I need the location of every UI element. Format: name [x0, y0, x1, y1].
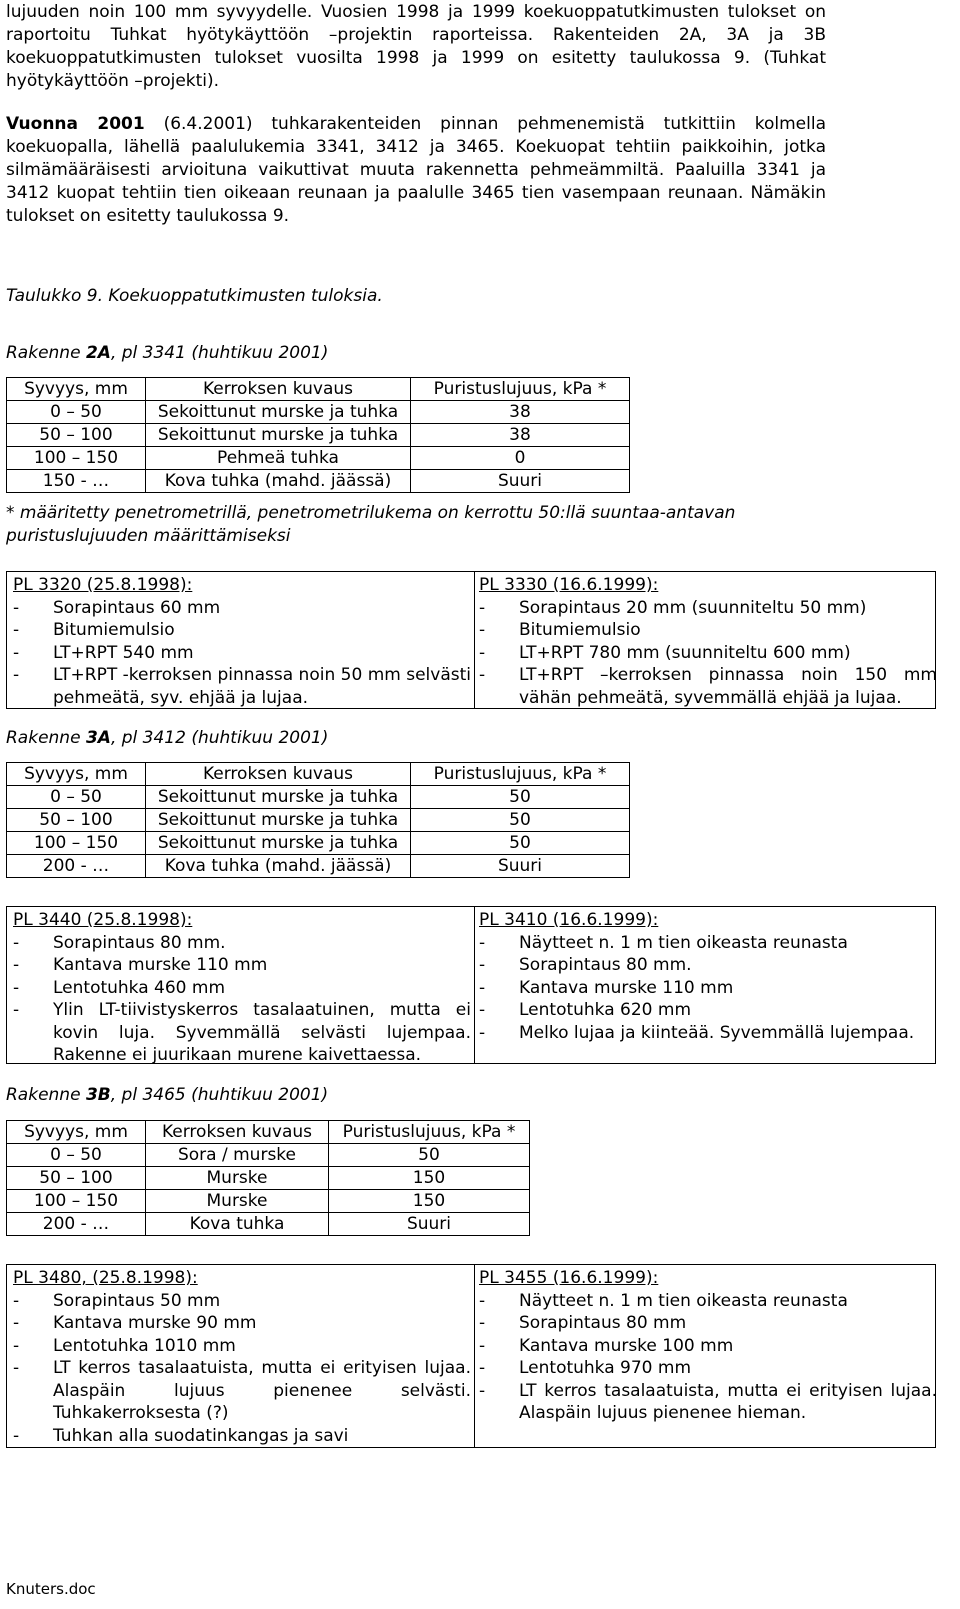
list-item: - Kantava murske 90 mm: [13, 1312, 471, 1335]
cell-layer: Sora / murske: [146, 1144, 329, 1167]
observations-left: [13, 574, 471, 709]
observation-list: [13, 597, 471, 710]
table-row: [7, 809, 630, 832]
cell-depth: 0 – 50: [7, 401, 146, 424]
observation-label: PL 3320 (25.8.1998):: [13, 575, 193, 595]
table-caption: Taulukko 9. Koekuoppatutkimusten tuloksia.: [6, 286, 383, 306]
section-heading-3b: [6, 1085, 328, 1105]
cell-layer: Sekoittunut murske ja tuhka: [146, 809, 411, 832]
heading-structure-id: 3B: [85, 1085, 111, 1105]
table-header-row: [7, 378, 630, 401]
header-strength: Puristuslujuus, kPa *: [411, 378, 630, 401]
list-item: - Sorapintaus 60 mm: [13, 597, 471, 620]
cell-depth: 50 – 100: [7, 424, 146, 447]
observations-left: [13, 1267, 471, 1447]
results-table-3b: [6, 1120, 530, 1236]
intro-paragraph: [6, 1, 826, 93]
list-item: - Bitumiemulsio: [13, 619, 471, 642]
section-heading-2a: [6, 343, 328, 363]
list-item: - Kantava murske 100 mm: [479, 1335, 937, 1358]
heading-rest: , pl 3341 (huhtikuu 2001): [110, 343, 329, 363]
heading-structure-id: 3A: [85, 728, 111, 748]
table-row: [7, 470, 630, 493]
heading-prefix: Rakenne: [6, 1085, 86, 1105]
list-item: - Melko lujaa ja kiinteää. Syvemmällä lujempaa.: [479, 1022, 937, 1045]
observations-box-3a: [6, 906, 936, 1064]
observation-list: [479, 597, 937, 710]
list-item: - Näytteet n. 1 m tien oikeasta reunasta: [479, 1290, 937, 1313]
document-filename: Knuters.doc: [6, 1580, 96, 1598]
observation-label: PL 3330 (16.6.1999):: [479, 575, 659, 595]
intro-bold-lead: Vuonna 2001: [6, 114, 145, 134]
heading-rest: , pl 3412 (huhtikuu 2001): [110, 728, 329, 748]
heading-prefix: Rakenne: [6, 343, 86, 363]
heading-prefix: Rakenne: [6, 728, 86, 748]
observation-list: [479, 932, 937, 1045]
observations-right: [479, 574, 937, 709]
cell-layer: Sekoittunut murske ja tuhka: [146, 832, 411, 855]
observation-label: PL 3410 (16.6.1999):: [479, 910, 659, 930]
cell-strength: 38: [411, 424, 630, 447]
list-item: - Bitumiemulsio: [479, 619, 937, 642]
intro-text-1: lujuuden noin 100 mm syvyydelle. Vuosien 1998 ja 1999 koekuoppatutkimusten tulokset on raportoitu Tuhkat hyötykäyttöön –projektin raporteissa. Rakenteiden 2A, 3A ja 3B koekuoppatutkimusten tulokset vuosilta 1998 ja 1999 on esitetty taulukossa 9. (Tuhkat hyötykäyttöön –projekti).: [6, 2, 826, 91]
cell-strength: Suuri: [411, 470, 630, 493]
observations-box-3b: [6, 1264, 936, 1448]
cell-strength: 150: [329, 1190, 530, 1213]
list-item: - Lentotuhka 1010 mm: [13, 1335, 471, 1358]
heading-rest: , pl 3465 (huhtikuu 2001): [110, 1085, 329, 1105]
observations-right: [479, 909, 937, 1044]
list-item: - LT+RPT 780 mm (suunniteltu 600 mm): [479, 642, 937, 665]
observation-list: [479, 1290, 937, 1425]
table-row: [7, 401, 630, 424]
observation-list: [13, 932, 471, 1067]
section-heading-3a: [6, 728, 328, 748]
cell-depth: 200 - …: [7, 855, 146, 878]
cell-depth: 50 – 100: [7, 809, 146, 832]
cell-strength: 50: [411, 832, 630, 855]
cell-layer: Sekoittunut murske ja tuhka: [146, 401, 411, 424]
cell-layer: Kova tuhka (mahd. jäässä): [146, 470, 411, 493]
cell-layer: Murske: [146, 1167, 329, 1190]
cell-depth: 200 - …: [7, 1213, 146, 1236]
header-strength: Puristuslujuus, kPa *: [329, 1121, 530, 1144]
list-item: - Tuhkan alla suodatinkangas ja savi: [13, 1425, 471, 1448]
list-item: - Sorapintaus 80 mm: [479, 1312, 937, 1335]
cell-layer: Sekoittunut murske ja tuhka: [146, 424, 411, 447]
table-row: [7, 447, 630, 470]
results-table-3a: [6, 762, 630, 878]
cell-strength: 150: [329, 1167, 530, 1190]
cell-layer: Sekoittunut murske ja tuhka: [146, 786, 411, 809]
table-row: [7, 832, 630, 855]
cell-depth: 50 – 100: [7, 1167, 146, 1190]
list-item: - Kantava murske 110 mm: [479, 977, 937, 1000]
header-strength: Puristuslujuus, kPa *: [411, 763, 630, 786]
cell-layer: Murske: [146, 1190, 329, 1213]
observations-box-2a: [6, 571, 936, 709]
intro-text-2: [6, 113, 826, 228]
list-item: - Sorapintaus 50 mm: [13, 1290, 471, 1313]
observations-left: [13, 909, 471, 1067]
table-footnote: * määritetty penetrometrillä, penetrometrilukema on kerrottu 50:llä suuntaa-antavan puristuslujuuden määrittämiseksi: [6, 503, 736, 546]
table-header-row: [7, 1121, 530, 1144]
list-item: - Kantava murske 110 mm: [13, 954, 471, 977]
list-item: - Ylin LT-tiivistyskerros tasalaatuinen, mutta ei kovin luja. Syvemmällä selvästi lujempaa. Rakenne ei juurikaan murene kaivettaessa.: [13, 999, 471, 1067]
cell-depth: 100 – 150: [7, 1190, 146, 1213]
cell-depth: 0 – 50: [7, 1144, 146, 1167]
table-row: [7, 855, 630, 878]
cell-layer: Kova tuhka (mahd. jäässä): [146, 855, 411, 878]
cell-depth: 0 – 50: [7, 786, 146, 809]
observation-label: PL 3440 (25.8.1998):: [13, 910, 193, 930]
table-row: [7, 1190, 530, 1213]
list-item: - Lentotuhka 970 mm: [479, 1357, 937, 1380]
box-divider: [474, 1265, 475, 1447]
table-header-row: [7, 763, 630, 786]
cell-layer: Pehmeä tuhka: [146, 447, 411, 470]
list-item: - LT+RPT –kerroksen pinnassa noin 150 mm vähän pehmeätä, syvemmällä ehjää ja lujaa.: [479, 664, 937, 709]
header-depth: Syvyys, mm: [7, 378, 146, 401]
observation-label: PL 3455 (16.6.1999):: [479, 1268, 659, 1288]
table-row: [7, 1144, 530, 1167]
intro-text-2-rest: (6.4.2001) tuhkarakenteiden pinnan pehmenemistä tutkittiin kolmella koekuopalla, lähellä paalulukemia 3341, 3412 ja 3465. Koekuopat tehtiin paikkoihin, jotka silmämääräisesti arvioituna vaikuttivat muuta rakennetta pehmeämmiltä. Paaluilla 3341 ja 3412 kuopat tehtiin tien oikeaan reunaan ja paalulle 3465 tien vasempaan reunaan. Nämäkin tulokset on esitetty taulukossa 9.: [6, 114, 826, 226]
cell-depth: 100 – 150: [7, 832, 146, 855]
intro-paragraph-2: [6, 113, 826, 228]
observation-list: [13, 1290, 471, 1448]
list-item: - LT+RPT 540 mm: [13, 642, 471, 665]
observations-right: [479, 1267, 937, 1425]
list-item: - Sorapintaus 80 mm.: [479, 954, 937, 977]
header-depth: Syvyys, mm: [7, 763, 146, 786]
list-item: - LT kerros tasalaatuista, mutta ei erityisen lujaa. Alaspäin lujuus pienenee selvästi. Tuhkakerroksesta (?): [13, 1357, 471, 1425]
box-divider: [474, 907, 475, 1063]
list-item: - Näytteet n. 1 m tien oikeasta reunasta: [479, 932, 937, 955]
list-item: - LT+RPT -kerroksen pinnassa noin 50 mm selvästi pehmeätä, syv. ehjää ja lujaa.: [13, 664, 471, 709]
cell-strength: 50: [329, 1144, 530, 1167]
cell-strength: Suuri: [411, 855, 630, 878]
table-row: [7, 1213, 530, 1236]
list-item: - Lentotuhka 460 mm: [13, 977, 471, 1000]
table-row: [7, 424, 630, 447]
header-depth: Syvyys, mm: [7, 1121, 146, 1144]
list-item: - Sorapintaus 20 mm (suunniteltu 50 mm): [479, 597, 937, 620]
table-row: [7, 786, 630, 809]
cell-strength: 0: [411, 447, 630, 470]
list-item: - LT kerros tasalaatuista, mutta ei erityisen lujaa. Alaspäin lujuus pienenee hieman.: [479, 1380, 937, 1425]
heading-structure-id: 2A: [85, 343, 111, 363]
cell-strength: 50: [411, 786, 630, 809]
box-divider: [474, 572, 475, 708]
header-layer: Kerroksen kuvaus: [146, 1121, 329, 1144]
cell-strength: 50: [411, 809, 630, 832]
header-layer: Kerroksen kuvaus: [146, 763, 411, 786]
cell-depth: 100 – 150: [7, 447, 146, 470]
header-layer: Kerroksen kuvaus: [146, 378, 411, 401]
results-table-2a: [6, 377, 630, 493]
observation-label: PL 3480, (25.8.1998):: [13, 1268, 198, 1288]
cell-layer: Kova tuhka: [146, 1213, 329, 1236]
list-item: - Lentotuhka 620 mm: [479, 999, 937, 1022]
cell-strength: 38: [411, 401, 630, 424]
cell-strength: Suuri: [329, 1213, 530, 1236]
table-row: [7, 1167, 530, 1190]
cell-depth: 150 - …: [7, 470, 146, 493]
list-item: - Sorapintaus 80 mm.: [13, 932, 471, 955]
